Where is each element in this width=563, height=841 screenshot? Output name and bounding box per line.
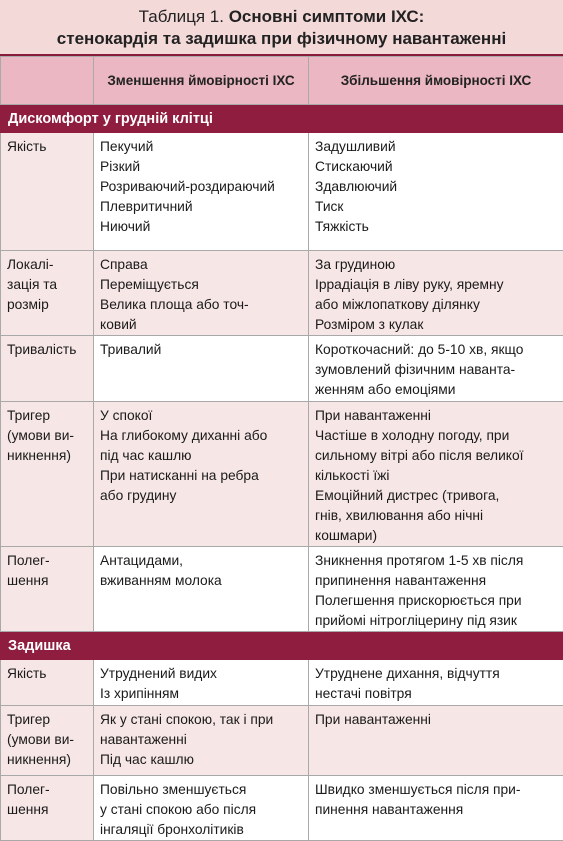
row-increase: Швидко зменшується після при- пинення навантаження bbox=[309, 776, 563, 841]
row-increase: При навантаженні bbox=[309, 706, 563, 776]
table-row bbox=[1, 776, 563, 841]
table-row bbox=[1, 660, 563, 706]
row-category: Тривалість bbox=[1, 336, 94, 402]
row-decrease: Повільно зменшується у стані спокою або після інгаляції бронхолітиків bbox=[94, 776, 309, 841]
row-increase: Задушливий Стискаючий Здавлюючий Тиск Тяжкість bbox=[309, 133, 563, 251]
row-increase: Зникнення протягом 1-5 хв після припинення навантаження Полегшення прискорюється при прийомі нітрогліцерину під язик bbox=[309, 547, 563, 632]
row-category: Якість bbox=[1, 660, 94, 706]
row-decrease: Справа Переміщується Велика площа або точ- ковий bbox=[94, 251, 309, 336]
table-row bbox=[1, 251, 563, 336]
title-subheading: стенокардія та задишка при фізичному навантаженні bbox=[0, 28, 563, 50]
row-category: Локалі- зація та розмір bbox=[1, 251, 94, 336]
row-increase: Утруднене дихання, відчуття нестачі повітря bbox=[309, 660, 563, 706]
table-row bbox=[1, 706, 563, 776]
section-title: Задишка bbox=[1, 632, 563, 660]
table-row bbox=[1, 402, 563, 547]
row-increase: Короткочасний: до 5-10 хв, якщо зумовлений фізичним наванта- женням або емоціями bbox=[309, 336, 563, 402]
table-row bbox=[1, 336, 563, 402]
row-decrease: Як у стані спокою, так і при навантаженні Під час кашлю bbox=[94, 706, 309, 776]
row-decrease: Утруднений видих Із хрипінням bbox=[94, 660, 309, 706]
row-category: Полег- шення bbox=[1, 547, 94, 632]
row-decrease: У спокої На глибокому диханні або під час кашлю При натисканні на ребра або грудину bbox=[94, 402, 309, 547]
section-title: Дискомфорт у грудній клітці bbox=[1, 105, 563, 133]
row-increase: За грудиною Іррадіація в ліву руку, яремну або міжлопаткову ділянку Розміром з кулак bbox=[309, 251, 563, 336]
table-row bbox=[1, 547, 563, 632]
row-decrease: Тривалий bbox=[94, 336, 309, 402]
section-header-row bbox=[1, 105, 563, 133]
table-header-row bbox=[1, 57, 563, 105]
row-category: Тригер (умови ви- никнення) bbox=[1, 706, 94, 776]
row-category: Тригер (умови ви- никнення) bbox=[1, 402, 94, 547]
row-category: Полег- шення bbox=[1, 776, 94, 841]
row-category: Якість bbox=[1, 133, 94, 251]
row-decrease: Антацидами, вживанням молока bbox=[94, 547, 309, 632]
table-row bbox=[1, 133, 563, 251]
title-heading: Основні симптоми ІХС: bbox=[229, 7, 425, 26]
symptoms-table bbox=[0, 56, 563, 841]
table-title bbox=[0, 0, 563, 56]
header-decrease: Зменшення ймовірності ІХС bbox=[94, 57, 309, 105]
title-number: Таблиця 1. bbox=[139, 7, 229, 26]
header-category bbox=[1, 57, 94, 105]
section-header-row bbox=[1, 632, 563, 660]
header-increase: Збільшення ймовірності ІХС bbox=[309, 57, 563, 105]
row-decrease: Пекучий Різкий Розриваючий-роздираючий Плевритичний Ниючий bbox=[94, 133, 309, 251]
row-increase: При навантаженні Частіше в холодну погоду, при сильному вітрі або після великої кількості їжі Емоційний дистрес (тривога, гнів, хвилювання або нічні кошмари) bbox=[309, 402, 563, 547]
